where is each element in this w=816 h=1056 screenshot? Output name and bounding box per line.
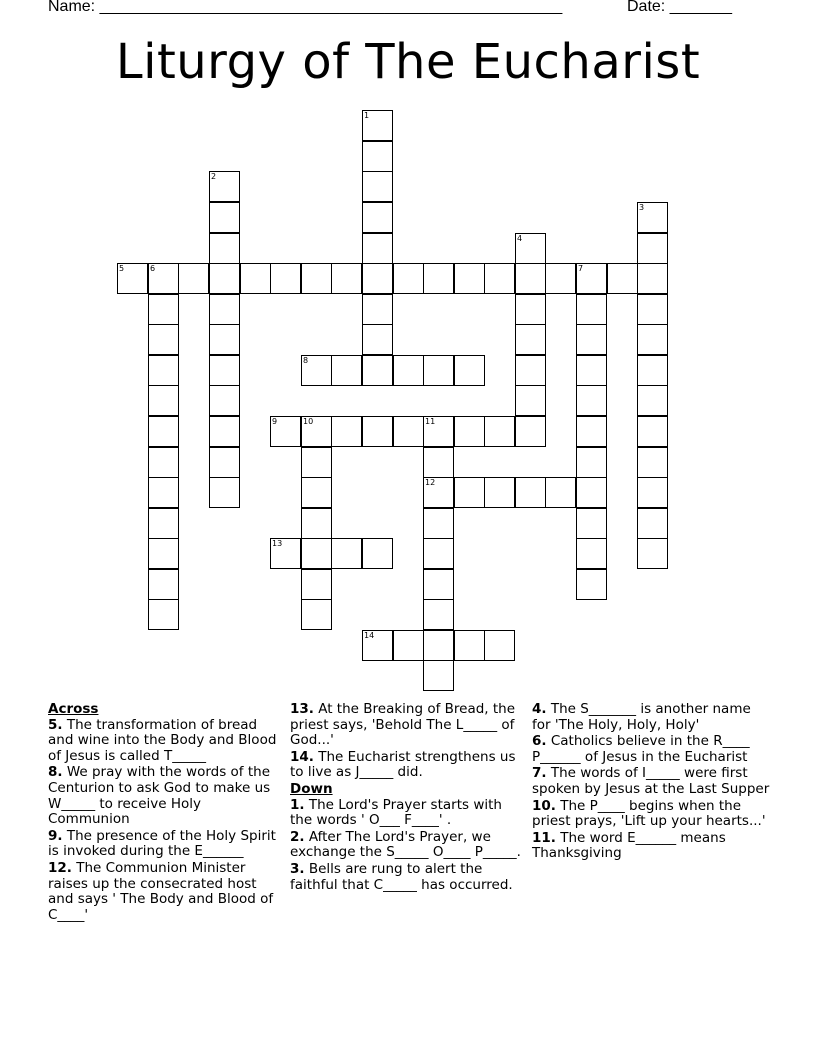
grid-cell[interactable]	[576, 538, 607, 569]
grid-cell[interactable]	[331, 355, 362, 386]
grid-cell[interactable]	[331, 538, 362, 569]
grid-cell[interactable]	[209, 416, 240, 447]
clue-item	[532, 734, 772, 765]
clues-column-3	[532, 702, 772, 863]
date-field[interactable]: Date: _______	[627, 0, 732, 15]
clue-text: After The Lord's Prayer, we exchange the S_____ O____ P_____.	[290, 828, 521, 861]
clue-label: 3.	[290, 860, 305, 877]
grid-cell[interactable]	[362, 233, 393, 264]
clue-item	[532, 766, 772, 797]
clue-label: 11.	[532, 829, 556, 846]
clue-text: The Lord's Prayer starts with the words ' O___ F____' .	[290, 796, 502, 829]
grid-cell[interactable]	[637, 447, 668, 478]
grid-cell[interactable]	[515, 355, 546, 386]
grid-cell[interactable]	[545, 477, 576, 508]
clue-item	[290, 862, 526, 893]
clue-text: The words of I_____ were first spoken by Jesus at the Last Supper	[532, 765, 770, 797]
clues-column-1	[48, 702, 284, 924]
grid-cell[interactable]	[484, 630, 515, 661]
clue-number: 7	[578, 264, 584, 273]
grid-cell[interactable]	[362, 324, 393, 355]
clue-label: 12.	[48, 859, 72, 876]
clue-number: 8	[303, 356, 309, 365]
grid-cell[interactable]	[209, 447, 240, 478]
name-field[interactable]: Name: ____________________________________________________	[48, 0, 563, 15]
clue-number: 5	[119, 264, 125, 273]
clue-number: 3	[639, 203, 645, 212]
clue-number: 6	[150, 264, 156, 273]
grid-cell[interactable]	[178, 263, 209, 294]
section-heading: Down	[290, 780, 333, 797]
clue-item	[290, 798, 526, 829]
grid-cell[interactable]	[209, 355, 240, 386]
clue-item	[290, 750, 526, 781]
grid-cell[interactable]	[576, 569, 607, 600]
grid-cell[interactable]	[209, 202, 240, 233]
grid-cell[interactable]	[515, 416, 546, 447]
grid-cell[interactable]	[545, 263, 576, 294]
grid-cell[interactable]	[423, 599, 454, 630]
grid-cell[interactable]	[209, 324, 240, 355]
clue-label: 4.	[532, 701, 547, 717]
clue-number: 13	[272, 539, 283, 548]
clue-text: The Eucharist strengthens us to live as J_____ did.	[290, 748, 516, 781]
grid-cell[interactable]	[301, 599, 332, 630]
grid-cell[interactable]	[454, 630, 485, 661]
grid-cell[interactable]	[515, 263, 546, 294]
grid-cell[interactable]	[270, 263, 301, 294]
clue-label: 6.	[532, 733, 547, 750]
clue-item	[532, 799, 772, 830]
grid-cell[interactable]	[148, 294, 179, 325]
grid-cell[interactable]	[362, 416, 393, 447]
grid-cell[interactable]	[209, 385, 240, 416]
clue-item	[48, 829, 284, 860]
grid-cell[interactable]	[423, 508, 454, 539]
grid-cell[interactable]	[209, 233, 240, 264]
grid-cell[interactable]	[637, 263, 668, 294]
grid-cell[interactable]	[637, 538, 668, 569]
grid-cell[interactable]	[240, 263, 271, 294]
grid-cell[interactable]	[209, 477, 240, 508]
clue-text: The S_______ is another name for 'The Holy, Holy, Holy'	[532, 701, 751, 733]
clue-number: 12	[425, 478, 436, 487]
grid-cell[interactable]	[423, 263, 454, 294]
grid-cell[interactable]	[637, 294, 668, 325]
clue-text: The word E______ means Thanksgiving	[532, 829, 726, 862]
clue-text: Bells are rung to alert the faithful that C_____ has occurred.	[290, 860, 513, 893]
clue-label: 10.	[532, 797, 556, 814]
clue-text: The presence of the Holy Spirit is invoked during the E______	[48, 827, 276, 860]
grid-cell[interactable]	[423, 355, 454, 386]
clue-number: 1	[364, 111, 370, 120]
grid-cell[interactable]	[393, 355, 424, 386]
grid-cell[interactable]	[423, 630, 454, 661]
grid-cell[interactable]	[637, 416, 668, 447]
grid-cell[interactable]	[637, 385, 668, 416]
grid-cell[interactable]	[637, 477, 668, 508]
grid-cell[interactable]	[576, 355, 607, 386]
grid-cell[interactable]	[576, 477, 607, 508]
grid-cell[interactable]	[209, 294, 240, 325]
grid-cell[interactable]	[393, 416, 424, 447]
grid-cell[interactable]	[301, 569, 332, 600]
grid-cell[interactable]	[301, 447, 332, 478]
grid-cell[interactable]	[576, 324, 607, 355]
grid-cell[interactable]	[484, 263, 515, 294]
grid-cell[interactable]	[637, 355, 668, 386]
grid-cell[interactable]	[454, 477, 485, 508]
clue-item	[48, 718, 284, 765]
grid-cell[interactable]	[454, 355, 485, 386]
clue-text: The Communion Minister raises up the consecrated host and says ' The Body and Blood of C____'	[48, 859, 274, 923]
clue-label: 5.	[48, 716, 63, 733]
clue-label: 13.	[290, 701, 314, 717]
section-heading: Across	[48, 701, 99, 717]
grid-cell[interactable]	[362, 355, 393, 386]
clue-label: 14.	[290, 748, 314, 765]
clue-label: 7.	[532, 765, 547, 782]
clue-text: Catholics believe in the R____ P______ of Jesus in the Eucharist	[532, 733, 750, 765]
grid-cell[interactable]	[607, 263, 638, 294]
grid-cell[interactable]	[484, 477, 515, 508]
grid-cell[interactable]	[515, 324, 546, 355]
grid-cell[interactable]	[331, 263, 362, 294]
grid-cell[interactable]	[423, 569, 454, 600]
grid-cell[interactable]	[423, 447, 454, 478]
clue-label: 2.	[290, 828, 305, 845]
grid-cell[interactable]	[362, 171, 393, 202]
grid-cell[interactable]	[301, 508, 332, 539]
clues-column-2	[290, 702, 526, 894]
clue-item	[290, 702, 526, 749]
clue-number: 10	[303, 417, 314, 426]
grid-cell[interactable]	[515, 477, 546, 508]
grid-cell[interactable]	[515, 385, 546, 416]
grid-cell[interactable]	[576, 508, 607, 539]
grid-cell[interactable]	[393, 263, 424, 294]
grid-cell[interactable]	[148, 599, 179, 630]
page-title: Liturgy of The Eucharist	[115, 34, 701, 90]
clue-item	[48, 861, 284, 923]
grid-cell[interactable]	[576, 416, 607, 447]
grid-cell[interactable]	[148, 508, 179, 539]
grid-cell[interactable]	[148, 538, 179, 569]
grid-cell[interactable]	[576, 385, 607, 416]
grid-cell[interactable]	[148, 447, 179, 478]
grid-cell[interactable]	[637, 233, 668, 264]
clue-text: The P____ begins when the priest prays, 'Lift up your hearts...'	[532, 797, 766, 830]
grid-cell[interactable]	[301, 477, 332, 508]
grid-cell[interactable]	[637, 508, 668, 539]
grid-cell[interactable]	[148, 385, 179, 416]
grid-cell[interactable]	[576, 447, 607, 478]
clue-item	[48, 765, 284, 827]
clue-text: At the Breaking of Bread, the priest says, 'Behold The L_____ of God...'	[290, 701, 516, 749]
clue-label: 8.	[48, 764, 63, 781]
grid-cell[interactable]	[637, 324, 668, 355]
grid-cell[interactable]	[148, 477, 179, 508]
grid-cell[interactable]	[362, 294, 393, 325]
grid-cell[interactable]	[362, 263, 393, 294]
clue-number: 4	[517, 234, 523, 243]
grid-cell[interactable]	[515, 294, 546, 325]
clue-number: 11	[425, 417, 436, 426]
grid-cell[interactable]	[362, 141, 393, 172]
grid-cell[interactable]	[209, 263, 240, 294]
clue-number: 9	[272, 417, 278, 426]
grid-cell[interactable]	[148, 355, 179, 386]
clue-text: The transformation of bread and wine into the Body and Blood of Jesus is called T_____	[48, 716, 277, 764]
clue-label: 9.	[48, 827, 63, 844]
clue-number: 14	[364, 631, 375, 640]
grid-cell[interactable]	[393, 630, 424, 661]
grid-cell[interactable]	[362, 538, 393, 569]
clue-number: 2	[211, 172, 217, 181]
grid-cell[interactable]	[148, 416, 179, 447]
grid-cell[interactable]	[454, 263, 485, 294]
grid-cell[interactable]	[301, 263, 332, 294]
clue-item	[290, 830, 526, 861]
grid-cell[interactable]	[362, 202, 393, 233]
grid-cell[interactable]	[148, 569, 179, 600]
clue-item	[532, 702, 772, 733]
grid-cell[interactable]	[576, 294, 607, 325]
grid-cell[interactable]	[484, 416, 515, 447]
clue-item	[532, 831, 772, 862]
grid-cell[interactable]	[148, 324, 179, 355]
grid-cell[interactable]	[301, 538, 332, 569]
grid-cell[interactable]	[331, 416, 362, 447]
grid-cell[interactable]	[454, 416, 485, 447]
clue-label: 1.	[290, 796, 305, 813]
grid-cell[interactable]	[423, 660, 454, 691]
grid-cell[interactable]	[423, 538, 454, 569]
clue-text: We pray with the words of the Centurion to ask God to make us W_____ to receive Holy Communion	[48, 764, 271, 828]
